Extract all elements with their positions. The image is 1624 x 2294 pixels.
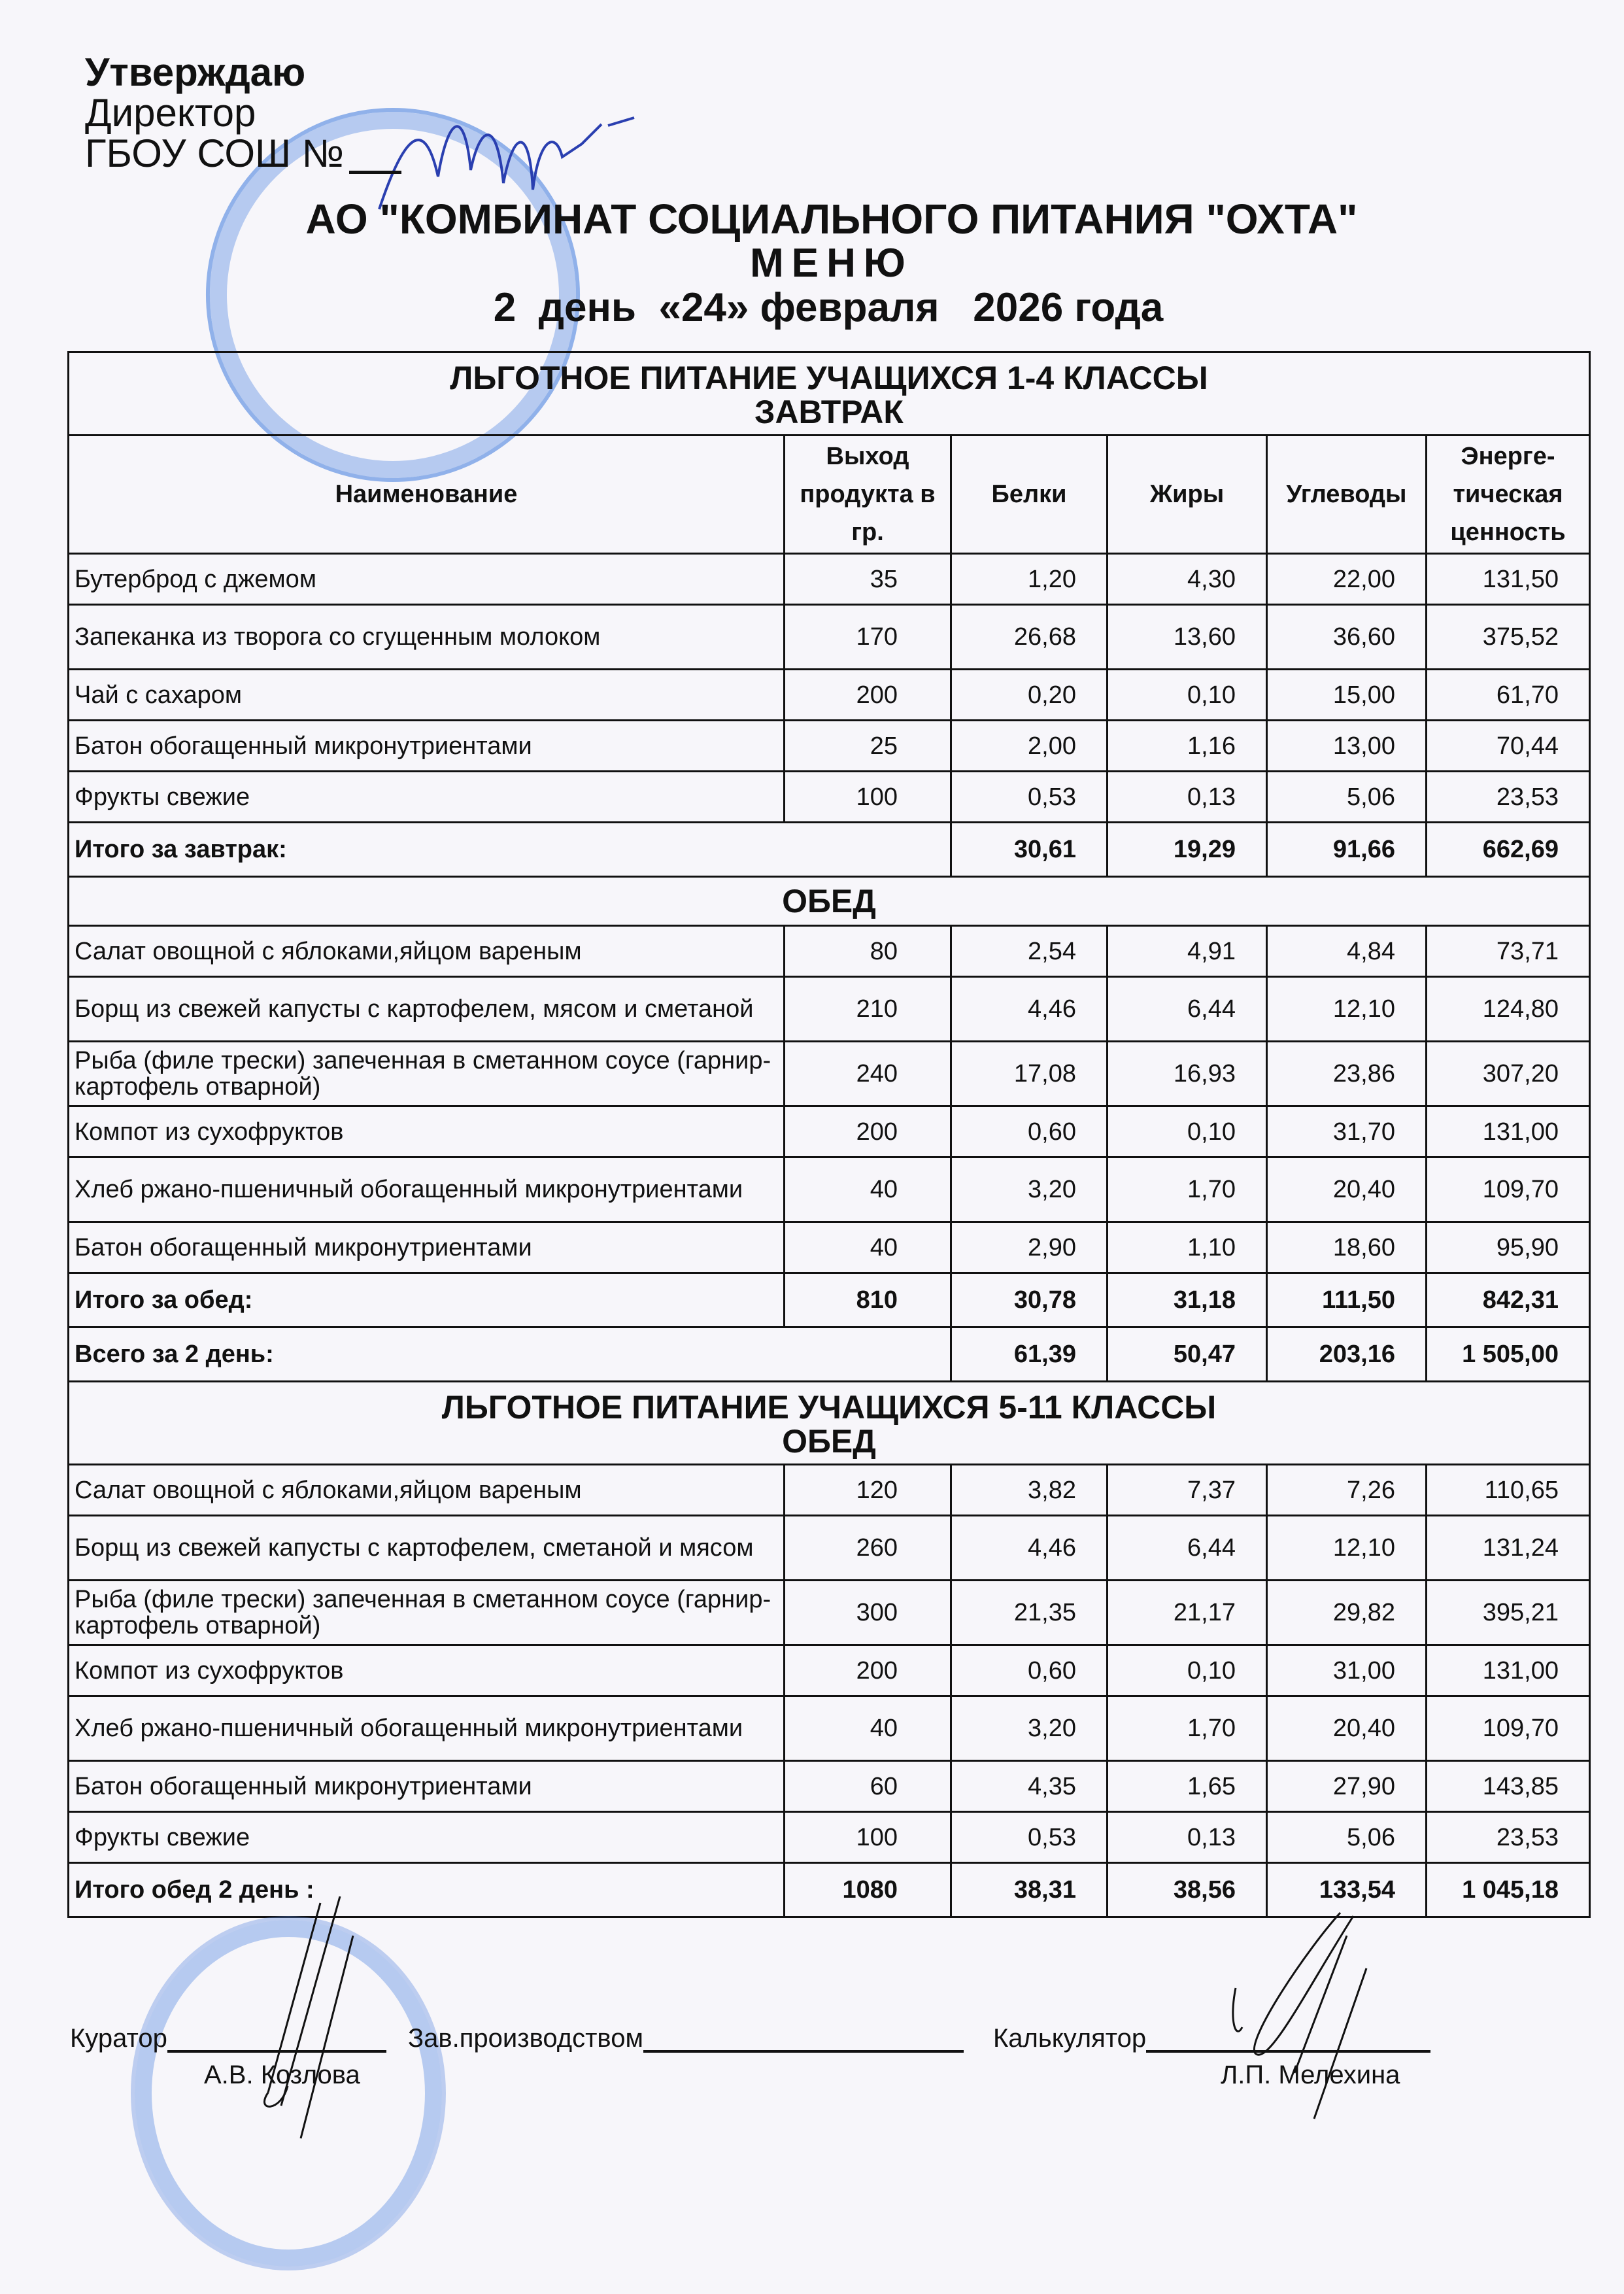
menu-item-row (69, 977, 1590, 1042)
dish-protein: 4,46 (951, 1516, 1108, 1581)
menu-item-row (69, 721, 1590, 772)
dish-carbs: 31,70 (1267, 1106, 1427, 1157)
dish-carbs: 18,60 (1267, 1222, 1427, 1273)
dish-fat: 0,13 (1108, 1812, 1267, 1863)
menu-item-row (69, 1157, 1590, 1222)
production-manager-label: Зав.производством (408, 2024, 643, 2053)
dish-carbs: 31,00 (1267, 1645, 1427, 1696)
dish-fat: 0,13 (1108, 772, 1267, 823)
dish-name: Компот из сухофруктов (69, 1645, 785, 1696)
dish-energy: 131,50 (1427, 554, 1590, 605)
menu-item-row (69, 1106, 1590, 1157)
dish-name: Хлеб ржано-пшеничный обогащенный микронутриентами (69, 1696, 785, 1761)
organization-title: АО "КОМБИНАТ СОЦИАЛЬНОГО ПИТАНИЯ "ОХТА" (305, 196, 1358, 243)
production-manager-signature-line (643, 2027, 964, 2053)
curator-name: А.В. Козлова (204, 2061, 360, 2089)
dish-carbs: 5,06 (1267, 1812, 1427, 1863)
dish-yield: 260 (785, 1516, 951, 1581)
menu-item-row (69, 1696, 1590, 1761)
dish-energy: 307,20 (1427, 1042, 1590, 1106)
meal-title: ЗАВТРАК (754, 394, 904, 430)
dish-protein: 2,54 (951, 926, 1108, 977)
dish-carbs: 12,10 (1267, 977, 1427, 1042)
dish-carbs: 4,84 (1267, 926, 1427, 977)
dish-yield: 170 (785, 605, 951, 670)
dish-energy: 73,71 (1427, 926, 1590, 977)
dish-name: Чай с сахаром (69, 670, 785, 721)
dish-energy: 110,65 (1427, 1465, 1590, 1516)
lunch-total-row (69, 1273, 1590, 1327)
dish-fat: 13,60 (1108, 605, 1267, 670)
dish-protein: 21,35 (951, 1581, 1108, 1645)
dish-fat: 21,17 (1108, 1581, 1267, 1645)
total-fat: 38,56 (1108, 1863, 1267, 1917)
dish-carbs: 13,00 (1267, 721, 1427, 772)
dish-energy: 131,00 (1427, 1645, 1590, 1696)
dish-carbs: 22,00 (1267, 554, 1427, 605)
dish-fat: 6,44 (1108, 1516, 1267, 1581)
dish-protein: 4,46 (951, 977, 1108, 1042)
dish-carbs: 12,10 (1267, 1516, 1427, 1581)
dish-yield: 40 (785, 1696, 951, 1761)
dish-energy: 70,44 (1427, 721, 1590, 772)
col-header-name: Наименование (69, 436, 785, 554)
dish-carbs: 23,86 (1267, 1042, 1427, 1106)
total-energy: 662,69 (1427, 823, 1590, 877)
dish-yield: 60 (785, 1761, 951, 1812)
meal-title: ОБЕД (69, 877, 1590, 926)
dish-protein: 0,60 (951, 1645, 1108, 1696)
dish-yield: 210 (785, 977, 951, 1042)
total-label: Всего за 2 день: (69, 1327, 951, 1382)
dish-yield: 240 (785, 1042, 951, 1106)
menu-item-row (69, 772, 1590, 823)
dish-energy: 131,24 (1427, 1516, 1590, 1581)
dish-energy: 95,90 (1427, 1222, 1590, 1273)
meal-title: ОБЕД (782, 1423, 876, 1460)
dish-carbs: 36,60 (1267, 605, 1427, 670)
calculator-signature-line (1146, 2027, 1430, 2053)
menu-item-row (69, 1465, 1590, 1516)
menu-item-row (69, 1042, 1590, 1106)
dish-protein: 2,00 (951, 721, 1108, 772)
dish-yield: 300 (785, 1581, 951, 1645)
curator-label: Куратор (70, 2024, 167, 2053)
dish-protein: 3,20 (951, 1157, 1108, 1222)
dish-name: Рыба (филе трески) запеченная в сметанном соусе (гарнир-картофель отварной) (69, 1581, 785, 1645)
dish-carbs: 5,06 (1267, 772, 1427, 823)
menu-date: 2 день «24» февраля 2026 года (493, 285, 1164, 330)
dish-carbs: 27,90 (1267, 1761, 1427, 1812)
col-header-carbs: Углеводы (1267, 436, 1427, 554)
total-label: Итого обед 2 день : (69, 1863, 785, 1917)
dish-yield: 200 (785, 670, 951, 721)
dish-energy: 109,70 (1427, 1157, 1590, 1222)
approval-position: Директор (85, 91, 256, 135)
dish-name: Батон обогащенный микронутриентами (69, 721, 785, 772)
total-yield: 1080 (785, 1863, 951, 1917)
dish-fat: 1,10 (1108, 1222, 1267, 1273)
section-header-grades-5-11 (69, 1382, 1590, 1465)
dish-fat: 0,10 (1108, 1645, 1267, 1696)
calculator-signature (1229, 1909, 1386, 2125)
section-title: ЛЬГОТНОЕ ПИТАНИЕ УЧАЩИХСЯ 1-4 КЛАССЫ (450, 360, 1208, 396)
menu-item-row (69, 1761, 1590, 1812)
dish-name: Салат овощной с яблоками,яйцом вареным (69, 1465, 785, 1516)
dish-fat: 4,91 (1108, 926, 1267, 977)
total-protein: 38,31 (951, 1863, 1108, 1917)
menu-item-row (69, 554, 1590, 605)
dish-fat: 4,30 (1108, 554, 1267, 605)
dish-carbs: 20,40 (1267, 1696, 1427, 1761)
menu-item-row (69, 1581, 1590, 1645)
dish-name: Запеканка из творога со сгущенным молоком (69, 605, 785, 670)
menu-table-body (69, 352, 1590, 1917)
col-header-yield: Выход продукта в гр. (785, 436, 951, 554)
dish-name: Батон обогащенный микронутриентами (69, 1761, 785, 1812)
dish-energy: 131,00 (1427, 1106, 1590, 1157)
dish-energy: 395,21 (1427, 1581, 1590, 1645)
dish-protein: 0,20 (951, 670, 1108, 721)
dish-fat: 0,10 (1108, 670, 1267, 721)
school-number-blank (349, 138, 401, 174)
dish-yield: 100 (785, 772, 951, 823)
total-fat: 31,18 (1108, 1273, 1267, 1327)
dish-protein: 3,82 (951, 1465, 1108, 1516)
dish-fat: 0,10 (1108, 1106, 1267, 1157)
dish-protein: 0,53 (951, 1812, 1108, 1863)
dish-name: Рыба (филе трески) запеченная в сметанном соусе (гарнир-картофель отварной) (69, 1042, 785, 1106)
menu-item-row (69, 1222, 1590, 1273)
dish-protein: 4,35 (951, 1761, 1108, 1812)
total-energy: 842,31 (1427, 1273, 1590, 1327)
curator-signature (242, 1896, 360, 2145)
dish-yield: 200 (785, 1645, 951, 1696)
total-protein: 30,78 (951, 1273, 1108, 1327)
dish-yield: 80 (785, 926, 951, 977)
dish-yield: 100 (785, 1812, 951, 1863)
breakfast-total-row (69, 823, 1590, 877)
curator-signature-line (167, 2027, 386, 2053)
dish-yield: 120 (785, 1465, 951, 1516)
col-header-protein: Белки (951, 436, 1108, 554)
menu-table (67, 351, 1591, 1918)
dish-name: Фрукты свежие (69, 772, 785, 823)
total-energy: 1 505,00 (1427, 1327, 1590, 1382)
dish-energy: 143,85 (1427, 1761, 1590, 1812)
total-label: Итого за обед: (69, 1273, 785, 1327)
calculator-label: Калькулятор (993, 2024, 1147, 2053)
dish-energy: 124,80 (1427, 977, 1590, 1042)
approval-school: ГБОУ СОШ № (85, 131, 345, 175)
dish-name: Бутерброд с джемом (69, 554, 785, 605)
dish-yield: 25 (785, 721, 951, 772)
dish-name: Борщ из свежей капусты с картофелем, сметаной и мясом (69, 1516, 785, 1581)
dish-carbs: 7,26 (1267, 1465, 1427, 1516)
dish-fat: 1,70 (1108, 1157, 1267, 1222)
dish-protein: 26,68 (951, 605, 1108, 670)
total-carbs: 111,50 (1267, 1273, 1427, 1327)
dish-fat: 6,44 (1108, 977, 1267, 1042)
total-protein: 30,61 (951, 823, 1108, 877)
dish-fat: 7,37 (1108, 1465, 1267, 1516)
dish-yield: 35 (785, 554, 951, 605)
approval-heading: Утверждаю (85, 50, 306, 94)
column-headers (69, 436, 1590, 554)
dish-fat: 1,70 (1108, 1696, 1267, 1761)
menu-item-row (69, 605, 1590, 670)
menu-item-row (69, 1645, 1590, 1696)
col-header-energy: Энерге-тическая ценность (1427, 436, 1590, 554)
dish-name: Хлеб ржано-пшеничный обогащенный микронутриентами (69, 1157, 785, 1222)
section-header-grades-1-4 (69, 352, 1590, 436)
dish-protein: 17,08 (951, 1042, 1108, 1106)
dish-yield: 40 (785, 1222, 951, 1273)
dish-fat: 16,93 (1108, 1042, 1267, 1106)
dish-carbs: 29,82 (1267, 1581, 1427, 1645)
dish-protein: 0,60 (951, 1106, 1108, 1157)
dish-protein: 0,53 (951, 772, 1108, 823)
dish-energy: 109,70 (1427, 1696, 1590, 1761)
dish-protein: 2,90 (951, 1222, 1108, 1273)
dish-name: Салат овощной с яблоками,яйцом вареным (69, 926, 785, 977)
total-fat: 50,47 (1108, 1327, 1267, 1382)
dish-energy: 23,53 (1427, 772, 1590, 823)
dish-energy: 23,53 (1427, 1812, 1590, 1863)
kitchen-stamp (131, 1916, 446, 2270)
lunch-total-row-grades-5-11 (69, 1863, 1590, 1917)
dish-protein: 3,20 (951, 1696, 1108, 1761)
dish-carbs: 20,40 (1267, 1157, 1427, 1222)
dish-fat: 1,16 (1108, 721, 1267, 772)
dish-name: Фрукты свежие (69, 1812, 785, 1863)
dish-energy: 375,52 (1427, 605, 1590, 670)
menu-item-row (69, 670, 1590, 721)
dish-fat: 1,65 (1108, 1761, 1267, 1812)
document-header (0, 196, 1624, 331)
calculator-name: Л.П. Мелехина (1221, 2061, 1400, 2089)
menu-title: МЕНЮ (750, 241, 913, 286)
approval-block (85, 52, 401, 174)
dish-yield: 40 (785, 1157, 951, 1222)
total-fat: 19,29 (1108, 823, 1267, 877)
section-title: ЛЬГОТНОЕ ПИТАНИЕ УЧАЩИХСЯ 5-11 КЛАССЫ (441, 1389, 1217, 1426)
total-carbs: 91,66 (1267, 823, 1427, 877)
dish-name: Компот из сухофруктов (69, 1106, 785, 1157)
total-carbs: 203,16 (1267, 1327, 1427, 1382)
dish-yield: 200 (785, 1106, 951, 1157)
dish-carbs: 15,00 (1267, 670, 1427, 721)
total-label: Итого за завтрак: (69, 823, 951, 877)
total-energy: 1 045,18 (1427, 1863, 1590, 1917)
total-carbs: 133,54 (1267, 1863, 1427, 1917)
total-yield: 810 (785, 1273, 951, 1327)
total-protein: 61,39 (951, 1327, 1108, 1382)
day-total-row (69, 1327, 1590, 1382)
dish-energy: 61,70 (1427, 670, 1590, 721)
col-header-fat: Жиры (1108, 436, 1267, 554)
menu-item-row (69, 1516, 1590, 1581)
dish-protein: 1,20 (951, 554, 1108, 605)
lunch-header-grades-1-4 (69, 877, 1590, 926)
menu-item-row (69, 1812, 1590, 1863)
dish-name: Батон обогащенный микронутриентами (69, 1222, 785, 1273)
menu-item-row (69, 926, 1590, 977)
dish-name: Борщ из свежей капусты с картофелем, мясом и сметаной (69, 977, 785, 1042)
